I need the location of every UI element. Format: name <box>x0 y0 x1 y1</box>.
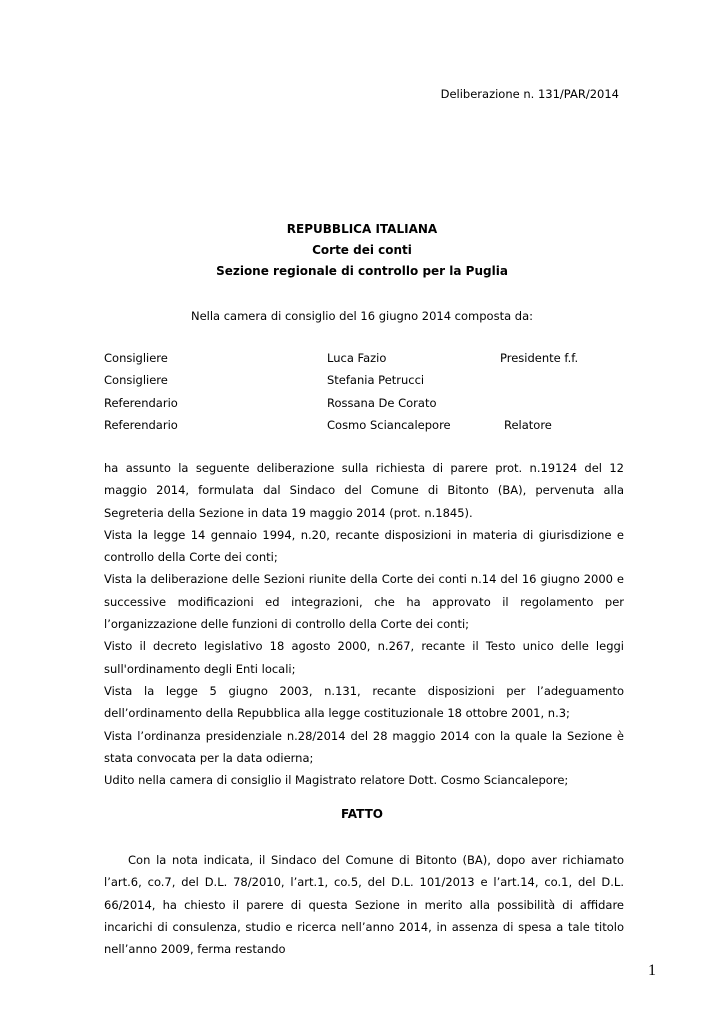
member-name: Luca Fazio <box>327 351 387 365</box>
member-name: Cosmo Sciancalepore <box>327 417 451 432</box>
member-title: Presidente f.f. <box>500 351 579 365</box>
member-name: Stefania Petrucci <box>327 373 425 388</box>
member-row <box>104 351 624 373</box>
member-title: Relatore <box>504 417 552 432</box>
paragraph-deliberation-2000: Vista la deliberazione delle Sezioni riunite della Corte dei conti n.14 del 16 giugno 2000 e successive modificazioni ed integrazioni, che ha approvato il regolamento per l’organizzazione delle funzioni di controllo della Corte dei conti; <box>104 572 624 632</box>
preamble-body <box>104 457 624 791</box>
heading-republic: REPUBBLICA ITALIANA <box>286 222 438 236</box>
member-role: Consigliere <box>104 351 168 365</box>
paragraph-law-2003: Vista la legge 5 giugno 2003, n.131, recante disposizioni per l’adeguamento dell’ordinamento della Repubblica alla legge costituzionale 18 ottobre 2001, n.3; <box>104 683 624 721</box>
member-role: Referendario <box>104 395 178 410</box>
member-role: Consigliere <box>104 373 168 388</box>
section-title-fatto: FATTO <box>340 807 384 821</box>
deliberation-reference: Deliberazione n. 131/PAR/2014 <box>440 87 619 101</box>
member-name: Rossana De Corato <box>327 395 437 410</box>
member-role: Referendario <box>104 417 178 432</box>
paragraph-rapporteur: Udito nella camera di consiglio il Magistrato relatore Dott. Cosmo Sciancalepore; <box>104 773 569 788</box>
member-row <box>104 418 624 440</box>
member-row <box>104 396 624 418</box>
heading-section: Sezione regionale di controllo per la Puglia <box>216 264 508 278</box>
paragraph-ordinance: Vista l’ordinanza presidenziale n.28/2014 del 28 maggio 2014 con la quale la Sezione è stata convocata per la data odierna; <box>104 728 624 765</box>
intro-line: Nella camera di consiglio del 16 giugno 2014 composta da: <box>190 309 534 323</box>
paragraph-deliberation: ha assunto la seguente deliberazione sulla richiesta di parere prot. n.19124 del 12 maggio 2014, formulata dal Sindaco del Comune di Bitonto (BA), pervenuta alla Segreteria della Sezione in data 19 maggio 2014 (prot. n.1845). <box>104 461 624 520</box>
members-table <box>104 351 624 440</box>
member-row <box>104 373 624 395</box>
fatto-paragraph: Con la nota indicata, il Sindaco del Comune di Bitonto (BA), dopo aver richiamato l’art.6, co.7, del D.L. 78/2010, l’art.1, co.5, del D.L. 101/2013 e l’art.14, co.1, del D.L. 66/2014, ha chiesto il parere di questa Sezione in merito alla possibilità di affidare incarichi di consulenza, studio e ricerca nell’anno 2014, in assenza di spesa a tale titolo nell’anno 2009, ferma restando <box>104 853 624 957</box>
heading-court: Corte dei conti <box>312 243 412 257</box>
paragraph-law-1994: Vista la legge 14 gennaio 1994, n.20, recante disposizioni in materia di giurisdizione e controllo della Corte dei conti; <box>104 527 624 565</box>
page-number: 1 <box>648 962 656 979</box>
paragraph-decree-2000: Visto il decreto legislativo 18 agosto 2000, n.267, recante il Testo unico delle leggi sull'ordinamento degli Enti locali; <box>104 639 624 676</box>
